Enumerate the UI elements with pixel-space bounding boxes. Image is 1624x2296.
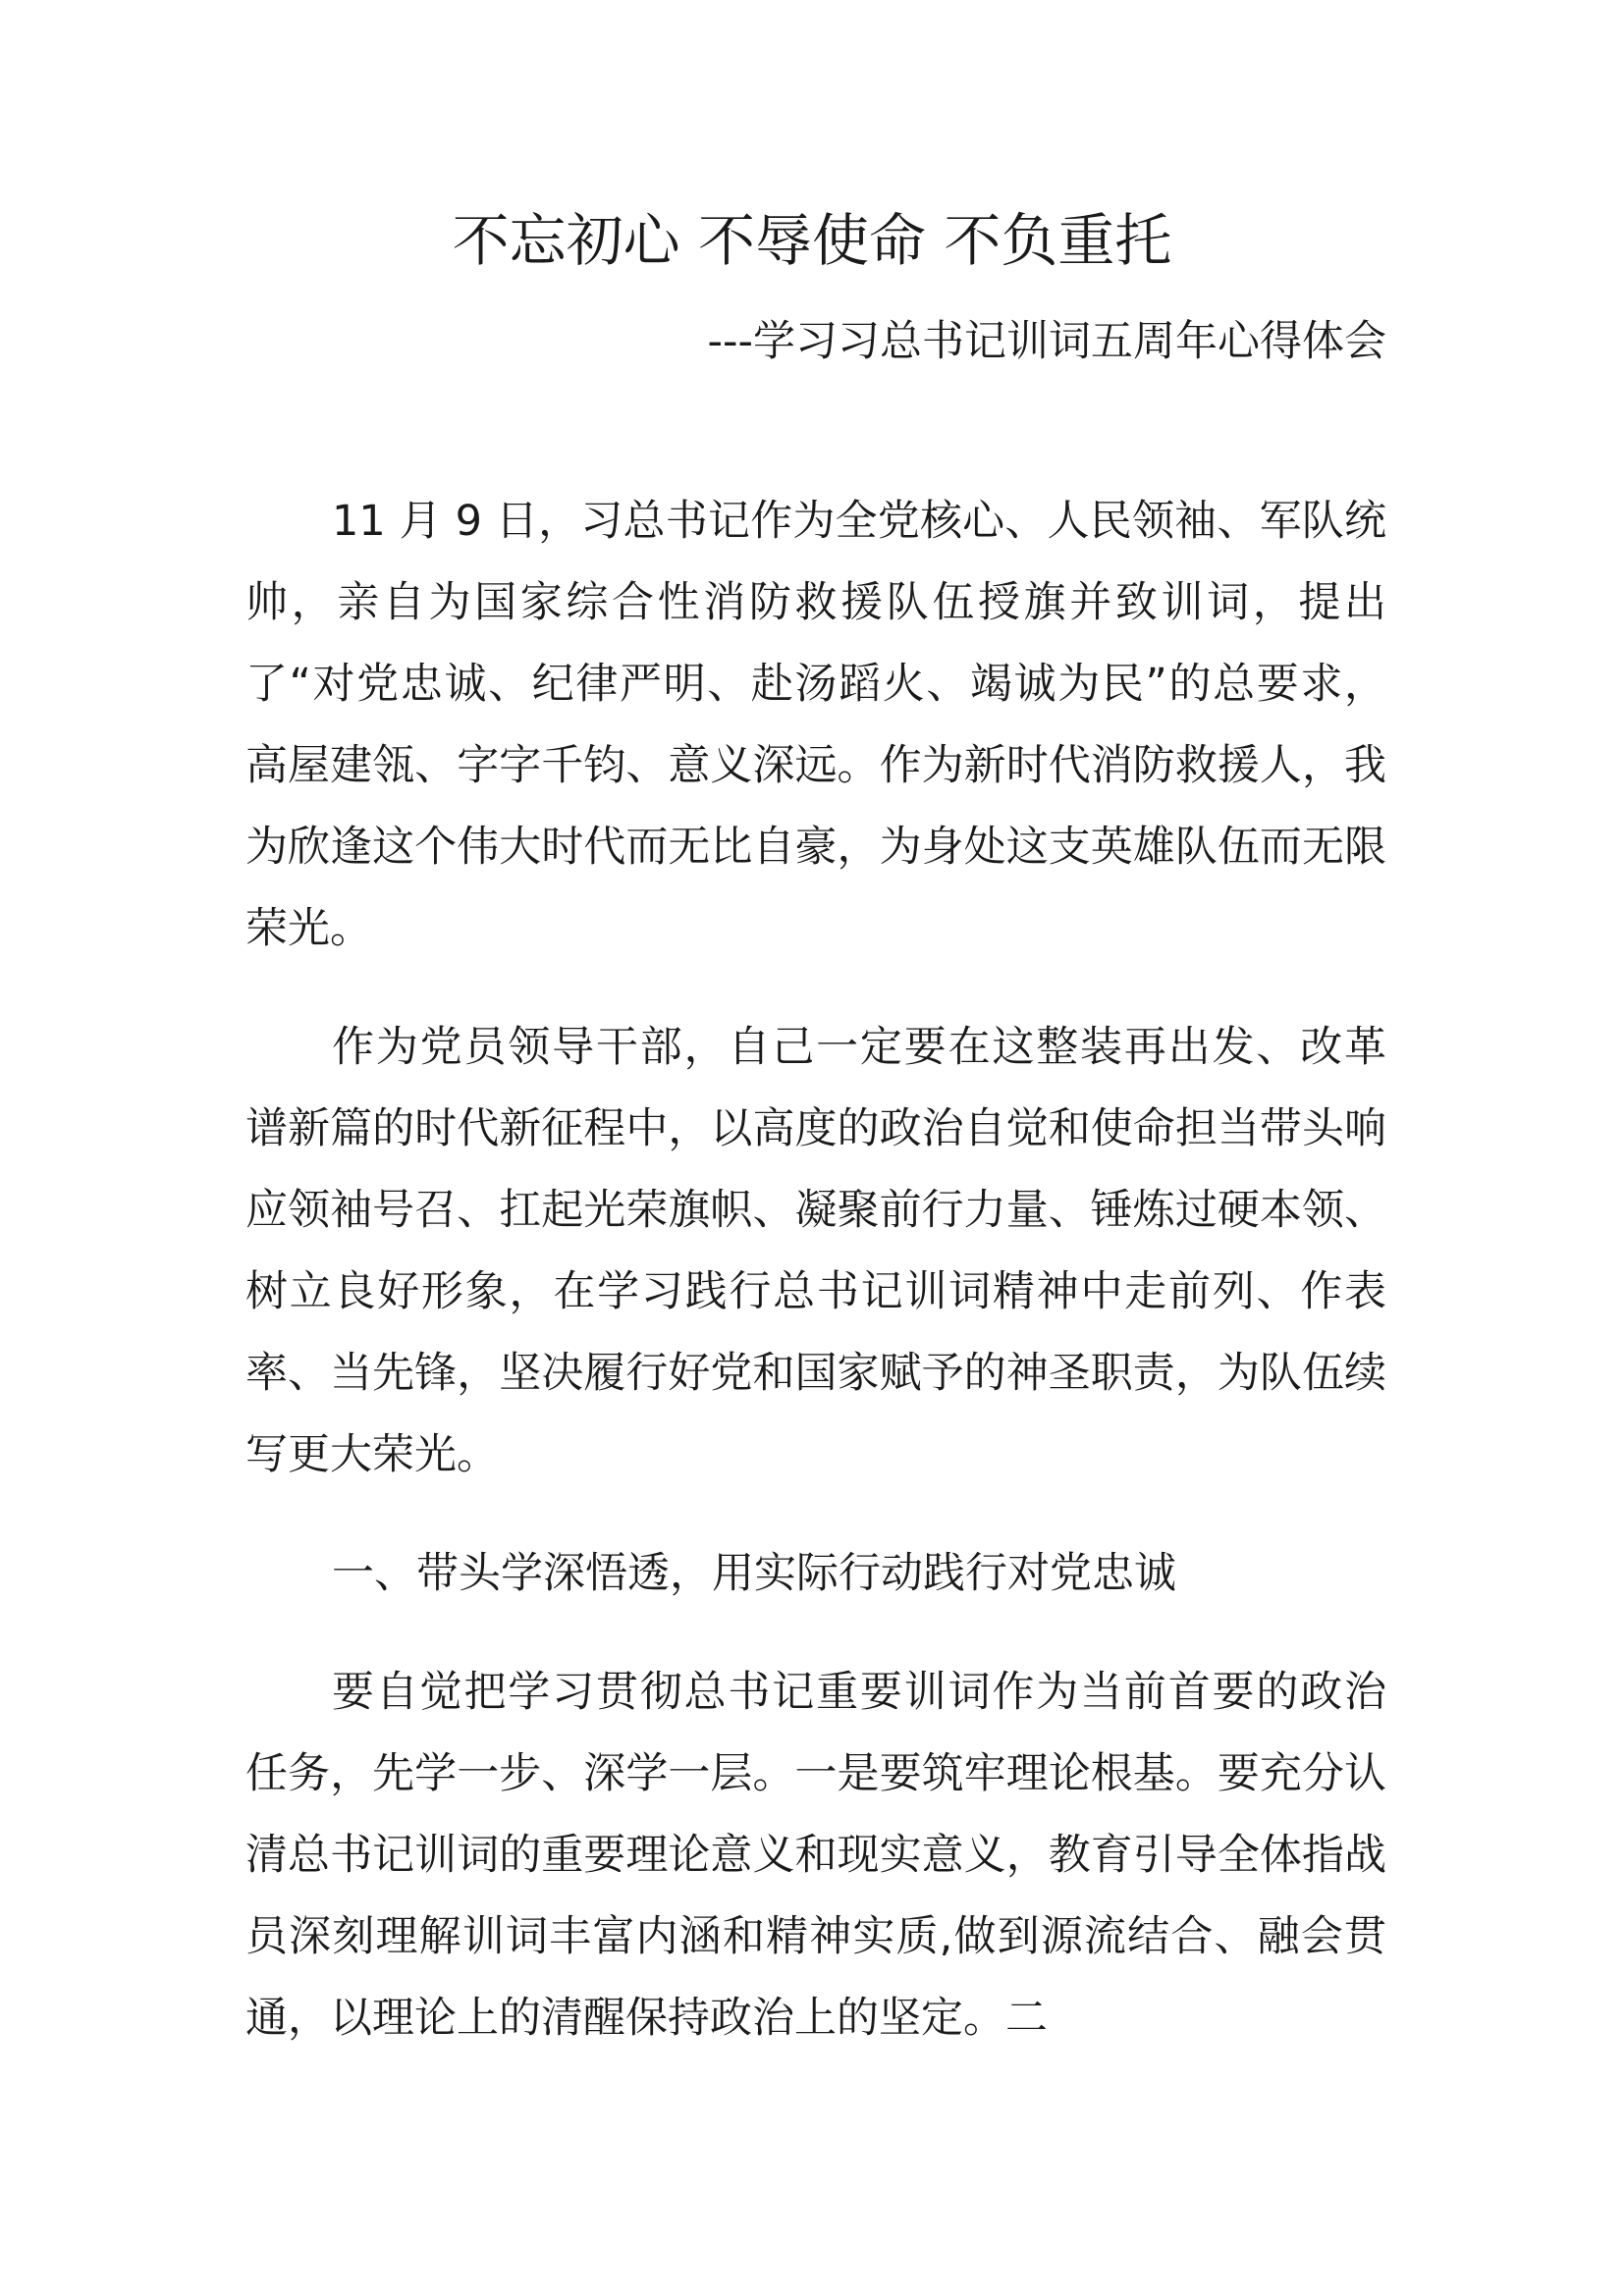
- document-body: [245, 481, 1386, 2097]
- section-heading: 一、带头学深悟透，用实际行动践行对党忠诚: [332, 1549, 1176, 1598]
- document-subtitle: ---学习习总书记训词五周年心得体会: [707, 317, 1386, 366]
- paragraph: 要自觉把学习贯彻总书记重要训词作为当前首要的政治任务，先学一步、深学一层。一是要筑牢理论根基。要充分认清总书记训词的重要理论意义和现实意义，教育引导全体指战员深刻理解训词丰富内涵和精神实质,做到源流结合、融会贯通，以理论上的清醒保持政治上的坚定。二: [245, 1668, 1386, 2043]
- document-title: 不忘初心 不辱使命 不负重托: [452, 207, 1172, 274]
- paragraph: 作为党员领导干部，自己一定要在这整装再出发、改革谱新篇的时代新征程中，以高度的政治自觉和使命担当带头响应领袖号召、扛起光荣旗帜、凝聚前行力量、锤炼过硬本领、树立良好形象，在学习践行总书记训词精神中走前列、作表率、当先锋，坚决履行好党和国家赋予的神圣职责，为队伍续写更大荣光。: [245, 1023, 1386, 1479]
- paragraph: 11 月 9 日，习总书记作为全党核心、人民领袖、军队统帅，亲自为国家综合性消防救援队伍授旗并致训词，提出了“对党忠诚、纪律严明、赴汤蹈火、竭诚为民”的总要求，高屋建瓴、字字千钧、意义深远。作为新时代消防救援人，我为欣逢这个伟大时代而无比自豪，为身处这支英雄队伍而无限荣光。: [245, 497, 1386, 953]
